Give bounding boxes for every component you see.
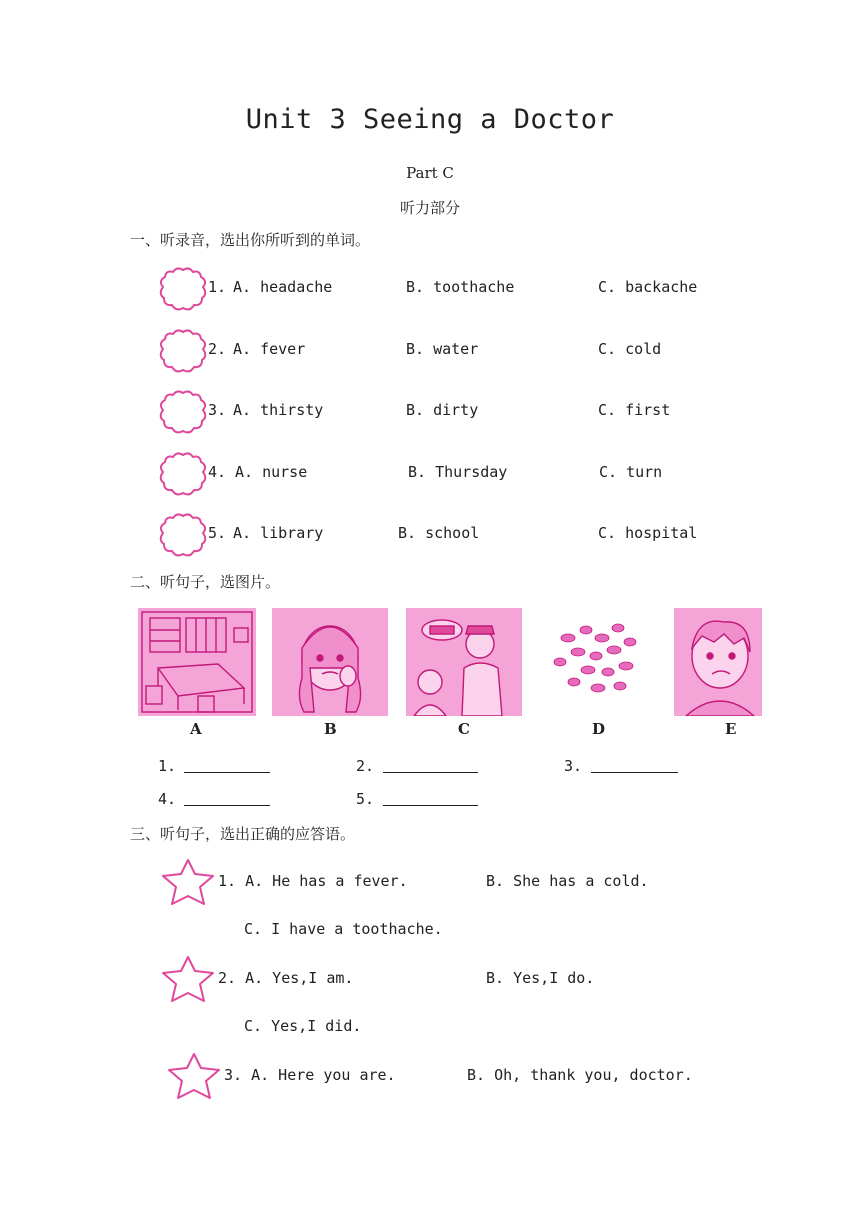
answer-2-number: 2. bbox=[356, 757, 375, 775]
answer-5-blank[interactable] bbox=[383, 791, 478, 806]
item-3-option-c: C. first bbox=[598, 401, 671, 419]
item-1-option-a: A. headache bbox=[233, 278, 333, 296]
item-5-option-a: A. library bbox=[233, 524, 324, 542]
section-3-heading: 三、听句子，选出正确的应答语。 bbox=[130, 825, 356, 843]
q1-option-a: 1. A. He has a fever. bbox=[218, 872, 408, 890]
item-2-option-b: B. water bbox=[406, 340, 479, 358]
item-4-option-c: C. turn bbox=[599, 463, 663, 481]
picture-e-sick-boy bbox=[674, 608, 762, 716]
flower-answer-box-5[interactable] bbox=[158, 510, 208, 560]
star-answer-box-2[interactable] bbox=[158, 953, 218, 1005]
answer-4-blank[interactable] bbox=[184, 791, 270, 806]
picture-c-doctor bbox=[406, 608, 522, 716]
item-5-number: 5. bbox=[208, 524, 227, 542]
q3-option-b: B. Oh, thank you, doctor. bbox=[467, 1066, 693, 1084]
q2-option-a: 2. A. Yes,I am. bbox=[218, 969, 354, 987]
item-2-number: 2. bbox=[208, 340, 227, 358]
item-1-number: 1. bbox=[208, 278, 227, 296]
star-answer-box-3[interactable] bbox=[164, 1050, 224, 1102]
part-label: Part C bbox=[406, 164, 454, 182]
picture-label-d: D bbox=[592, 720, 606, 738]
answer-3-number: 3. bbox=[564, 757, 583, 775]
item-2-option-c: C. cold bbox=[598, 340, 662, 358]
q2-option-b: B. Yes,I do. bbox=[486, 969, 595, 987]
answer-1-number: 1. bbox=[158, 757, 177, 775]
answer-5-number: 5. bbox=[356, 790, 375, 808]
item-3-option-b: B. dirty bbox=[406, 401, 479, 419]
flower-answer-box-2[interactable] bbox=[158, 326, 208, 376]
item-5-option-c: C. hospital bbox=[598, 524, 698, 542]
item-4-option-a: A. nurse bbox=[235, 463, 308, 481]
q3-option-a: 3. A. Here you are. bbox=[224, 1066, 396, 1084]
item-3-number: 3. bbox=[208, 401, 227, 419]
listening-label: 听力部分 bbox=[399, 199, 460, 217]
picture-label-c: C bbox=[458, 720, 470, 738]
answer-4-number: 4. bbox=[158, 790, 177, 808]
item-1-option-c: C. backache bbox=[598, 278, 698, 296]
answer-1-blank[interactable] bbox=[184, 758, 270, 773]
section-2-heading: 二、听句子，选图片。 bbox=[130, 573, 281, 591]
flower-answer-box-1[interactable] bbox=[158, 264, 208, 314]
picture-a-classroom bbox=[138, 608, 256, 716]
page-title: Unit 3 Seeing a Doctor bbox=[245, 104, 615, 135]
item-4-option-b: B. Thursday bbox=[408, 463, 508, 481]
flower-answer-box-3[interactable] bbox=[158, 387, 208, 437]
item-1-option-b: B. toothache bbox=[406, 278, 515, 296]
q2-option-c: C. Yes,I did. bbox=[244, 1017, 362, 1035]
item-5-option-b: B. school bbox=[398, 524, 480, 542]
picture-label-a: A bbox=[190, 720, 202, 738]
item-4-number: 4. bbox=[208, 463, 227, 481]
item-2-option-a: A. fever bbox=[233, 340, 306, 358]
item-3-option-a: A. thirsty bbox=[233, 401, 324, 419]
answer-2-blank[interactable] bbox=[383, 758, 478, 773]
section-1-heading: 一、听录音，选出你所听到的单词。 bbox=[130, 231, 371, 249]
q1-option-c: C. I have a toothache. bbox=[244, 920, 443, 938]
picture-label-e: E bbox=[725, 720, 737, 738]
picture-label-b: B bbox=[324, 720, 337, 738]
q1-option-b: B. She has a cold. bbox=[486, 872, 649, 890]
picture-b-girl bbox=[272, 608, 388, 716]
flower-answer-box-4[interactable] bbox=[158, 449, 208, 499]
picture-d-pills bbox=[538, 608, 656, 716]
star-answer-box-1[interactable] bbox=[158, 856, 218, 908]
answer-3-blank[interactable] bbox=[591, 758, 678, 773]
